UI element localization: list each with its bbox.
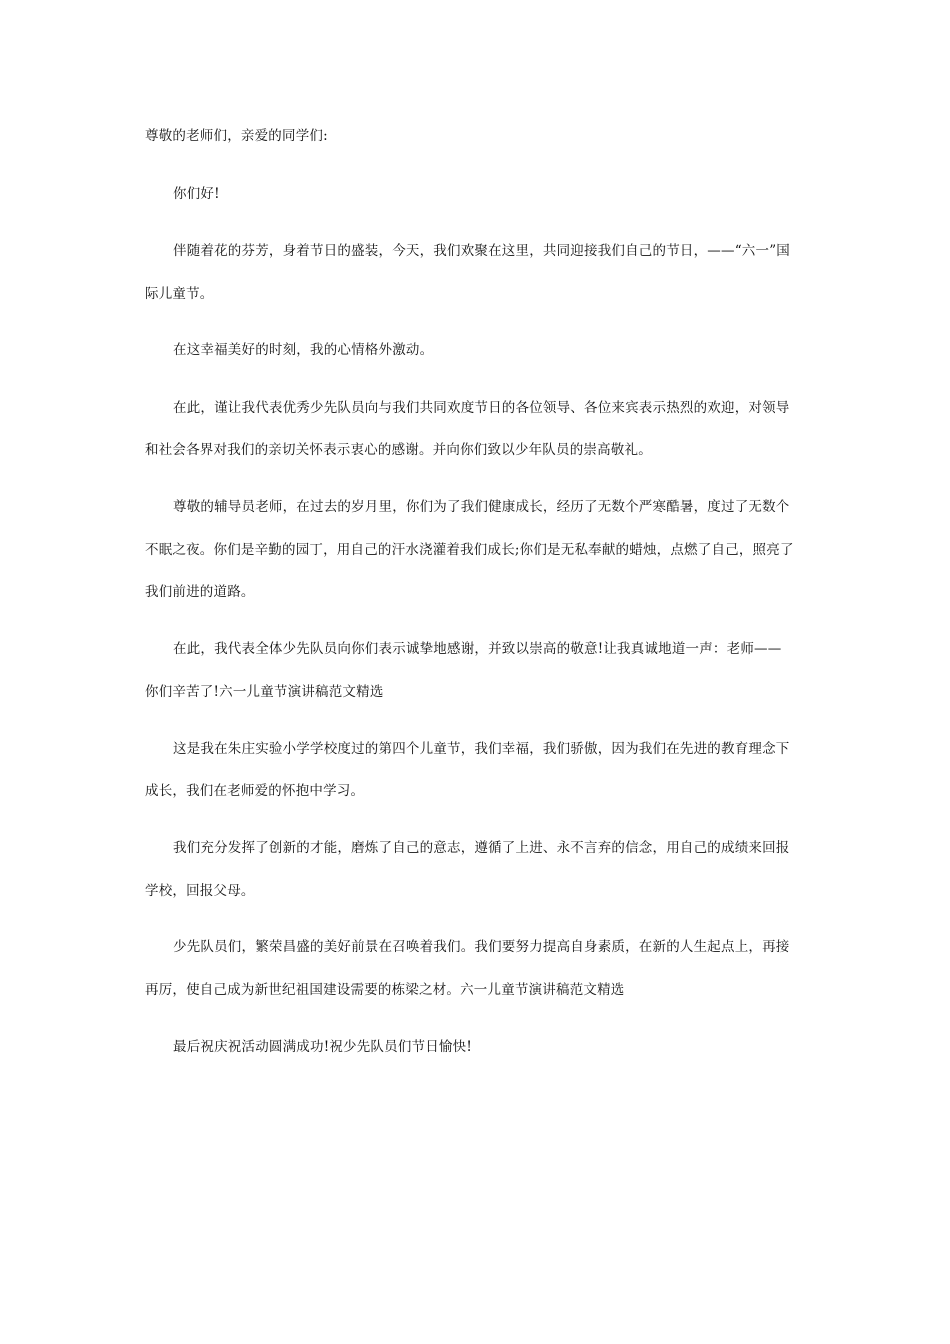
paragraph-7-line-2: 学校，回报父母。 [145,883,255,899]
paragraph-8-line-1: 少先队员们，繁荣昌盛的美好前景在召唤着我们。我们要努力提高自身素质，在新的人生起点上，再接 [173,939,790,955]
salutation: 尊敬的老师们，亲爱的同学们: [145,128,328,144]
paragraph-3-line-1: 在此，谨让我代表优秀少先队员向与我们共同欢度节日的各位领导、各位来宾表示热烈的欢迎，对领导 [173,400,790,416]
paragraph-2: 在这幸福美好的时刻，我的心情格外激动。 [173,342,434,358]
paragraph-1-line-2: 际儿童节。 [145,286,214,302]
paragraph-6-line-2: 成长，我们在老师爱的怀抱中学习。 [145,783,365,799]
paragraph-4-line-1: 尊敬的辅导员老师，在过去的岁月里，你们为了我们健康成长，经历了无数个严寒酷暑，度过了无数个 [173,499,790,515]
paragraph-7-line-1: 我们充分发挥了创新的才能，磨炼了自己的意志，遵循了上进、永不言弃的信念，用自己的成绩来回报 [173,840,790,856]
paragraph-5-line-2: 你们辛苦了!六一儿童节演讲稿范文精选 [145,684,384,700]
paragraph-3-line-2: 和社会各界对我们的亲切关怀表示衷心的感谢。并向你们致以少年队员的崇高敬礼。 [145,442,652,458]
paragraph-1-line-1: 伴随着花的芬芳，身着节日的盛装，今天，我们欢聚在这里，共同迎接我们自己的节日，——“六一”国 [173,243,791,259]
paragraph-9: 最后祝庆祝活动圆满成功!祝少先队员们节日愉快! [173,1039,472,1055]
greeting: 你们好! [173,186,220,202]
paragraph-8-line-2: 再厉，使自己成为新世纪祖国建设需要的栋梁之材。六一儿童节演讲稿范文精选 [145,982,625,998]
paragraph-6-line-1: 这是我在朱庄实验小学学校度过的第四个儿童节，我们幸福，我们骄傲，因为我们在先进的教育理念下 [173,741,790,757]
paragraph-5-line-1: 在此，我代表全体少先队员向你们表示诚挚地感谢，并致以崇高的敬意!让我真诚地道一声：老师—— [173,641,782,657]
paragraph-4-line-2: 不眠之夜。你们是辛勤的园丁，用自己的汗水浇灌着我们成长;你们是无私奉献的蜡烛，点燃了自己，照亮了 [145,542,794,558]
paragraph-4-line-3: 我们前进的道路。 [145,584,255,600]
